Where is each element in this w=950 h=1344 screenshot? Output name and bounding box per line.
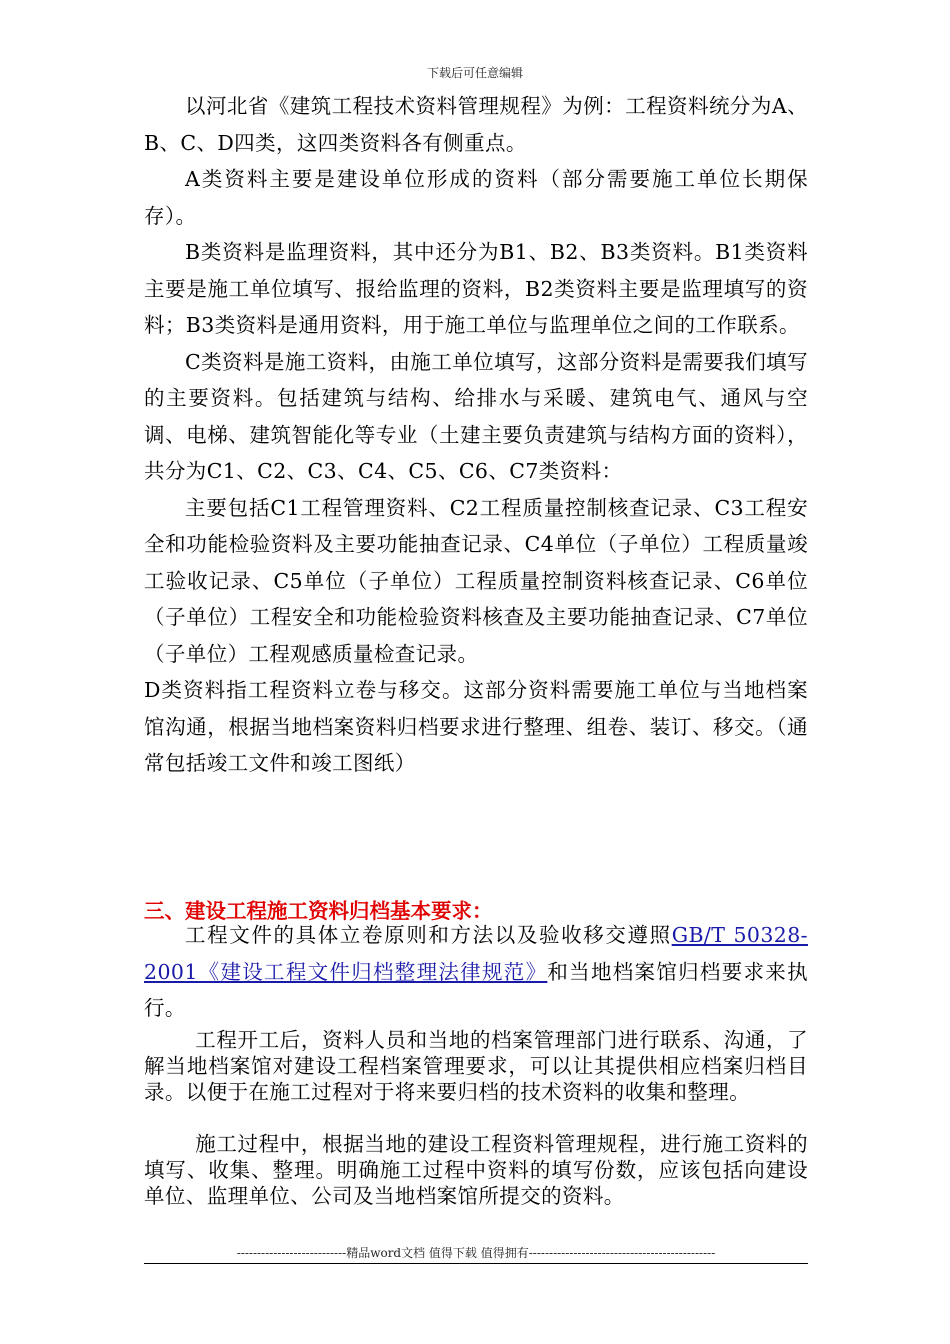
paragraph-intro: 以河北省《建筑工程技术资料管理规程》为例：工程资料统分为A、B、C、D四类，这四类资料各有侧重点。 (144, 94, 808, 155)
page-header: 下载后可任意编辑 (426, 66, 523, 80)
paragraph-class-c: C类资料是施工资料，由施工单位填写，这部分资料是需要我们填写的主要资料。包括建筑与结构、给排水与采暖、建筑电气、通风与空调、电梯、建筑智能化等专业（土建主要负责建筑与结构方面的资料），共分为C1、C2、C3、C4、C5、C6、C7类资料： (144, 349, 808, 483)
standard-link[interactable]: GB/T 50328-2001《建设工程文件归档整理法律规范》 (144, 923, 808, 984)
paragraph-c-contents: 主要包括C1工程管理资料、C2工程质量控制核查记录、C3工程安全和功能检验资料及主要功能抽查记录、C4单位（子单位）工程质量竣工验收记录、C5单位（子单位）工程质量控制资料核查记录、C6单位（子单位）工程安全和功能检验资料核查及主要功能抽查记录、C7单位（子单位）工程观感质量检查记录。 (144, 495, 808, 666)
standard-text-before: 工程文件的具体立卷原则和方法以及验收移交遵照 (185, 923, 672, 947)
paragraph-after-start: 工程开工后，资料人员和当地的档案管理部门进行联系、沟通，了解当地档案馆对建设工程档案管理要求，可以让其提供相应档案归档目录。以便于在施工过程对于将来要归档的技术资料的收集和整理。 (144, 1028, 808, 1104)
body-text-top (144, 88, 808, 782)
paragraph-during-construction: 施工过程中，根据当地的建设工程资料管理规程，进行施工资料的填写、收集、整理。明确施工过程中资料的填写份数，应该包括向建设单位、监理单位、公司及当地档案馆所提交的资料。 (144, 1132, 808, 1208)
paragraph-class-a: A类资料主要是建设单位形成的资料（部分需要施工单位长期保存）。 (144, 167, 808, 228)
page-footer: ---------------------------精品word文档 值得下载 值得拥有---------------------------------------------- (236, 1246, 716, 1260)
section-heading: 三、建设工程施工资料归档基本要求： (144, 899, 493, 923)
paragraph-class-d: D类资料指工程资料立卷与移交。这部分资料需要施工单位与当地档案馆沟通，根据当地档案资料归档要求进行整理、组卷、装订、移交。（通常包括竣工文件和竣工图纸） (144, 678, 808, 775)
footer-divider (144, 1263, 808, 1264)
paragraph-class-b: B类资料是监理资料，其中还分为B1、B2、B3类资料。B1类资料主要是施工单位填写、报给监理的资料，B2类资料主要是监理填写的资料；B3类资料是通用资料，用于施工单位与监理单位之间的工作联系。 (144, 240, 808, 337)
paragraph-standard (144, 917, 808, 1027)
standard-text-after: 和当地档案馆归档要求来执行。 (144, 959, 808, 1020)
